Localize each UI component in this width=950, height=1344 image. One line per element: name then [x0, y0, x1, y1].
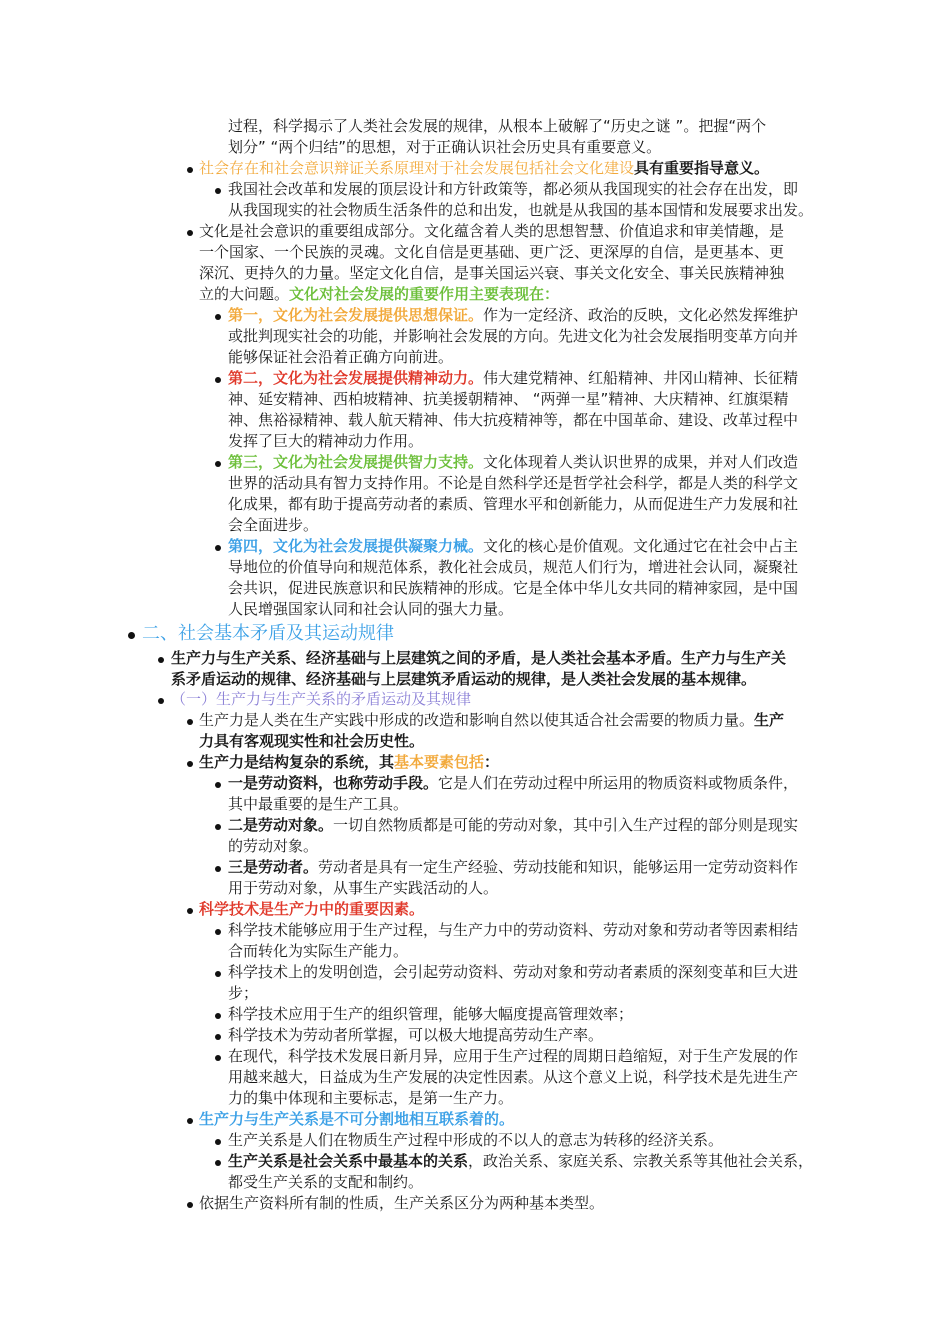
- text-line: 过程，科学揭示了人类社会发展的规律，从根本上破解了“历史之谜 ”。把握“两个: [228, 117, 767, 135]
- bullet-dot: [187, 761, 193, 767]
- plain-text: 立的大问题。: [199, 285, 290, 303]
- text-line: 神、焦裕禄精神、载人航天精神、伟大抗疫精神等，都在中国革命、建设、改革过程中: [228, 411, 799, 429]
- bold-text: 生产: [754, 711, 785, 729]
- text-line: 力具有客观现实性和社会历史性。: [199, 732, 425, 750]
- list-item-text: [199, 710, 784, 731]
- list-item-text: 生产力与生产关系是不可分割地相互联系着的。: [199, 1110, 515, 1128]
- list-item-text: [228, 815, 798, 836]
- text-line: 系矛盾运动的规律、经济基础与上层建筑矛盾运动的规律，是人类社会发展的基本规律。: [171, 670, 757, 688]
- text-line: 合而转化为实际生产能力。: [228, 942, 409, 960]
- plain-text: 作为一定经济、政治的反映，文化必然发挥维护: [483, 306, 799, 324]
- plain-text: 文化体现着人类认识世界的成果，并对人们改造: [483, 453, 799, 471]
- bullet-dot: [128, 632, 135, 639]
- bullet-dot: [215, 1139, 221, 1145]
- bullet-dot: [215, 1013, 221, 1019]
- list-item-text: 在现代，科学技术发展日新月异，应用于生产过程的周期日趋缩短，对于生产发展的作: [228, 1047, 799, 1065]
- bold-text: 生产力是结构复杂的系统，其: [199, 753, 395, 771]
- bullet-dot: [187, 230, 193, 236]
- highlight-text: 第二，文化为社会发展提供精神动力。: [228, 369, 484, 387]
- list-item-text: [228, 368, 798, 389]
- text-line: 用于劳动对象，从事生产实践活动的人。: [228, 879, 499, 897]
- bullet-dot: [215, 1160, 221, 1166]
- highlight-text: 基本要素包括: [394, 753, 485, 771]
- list-item-text: 文化是社会意识的重要组成部分。文化蕴含着人类的思想智慧、价值追求和审美情趣，是: [199, 222, 785, 240]
- list-item-text: 科学技术是生产力中的重要因素。: [199, 900, 425, 918]
- list-item-text: [228, 452, 798, 473]
- bullet-dot: [215, 314, 221, 320]
- section-heading: 二、社会基本矛盾及其运动规律: [142, 623, 394, 644]
- highlight-text: 第三，文化为社会发展提供智力支持。: [228, 453, 484, 471]
- bold-text: 生产关系是社会关系中最基本的关系: [228, 1152, 469, 1170]
- bullet-dot: [215, 188, 221, 194]
- plain-text: ，政治关系、家庭关系、宗教关系等其他社会关系，: [468, 1152, 814, 1170]
- bold-text: ：: [484, 753, 500, 771]
- text-line: 发挥了巨大的精神动力作用。: [228, 432, 424, 450]
- bullet-dot: [215, 545, 221, 551]
- text-line: 人民增强国家认同和社会认同的强大力量。: [228, 600, 514, 618]
- text-line: 会共识，促进民族意识和民族精神的形成。它是全体中华儿女共同的精神家园，是中国: [228, 579, 799, 597]
- text-line: 深沉、更持久的力量。坚定文化自信，是事关国运兴衰、事关文化安全、事关民族精神独: [199, 264, 785, 282]
- bullet-dot: [215, 866, 221, 872]
- list-item-text: 科学技术应用于生产的组织管理，能够大幅度提高管理效率；: [228, 1005, 634, 1023]
- bullet-dot: [215, 377, 221, 383]
- bullet-dot: [215, 824, 221, 830]
- text-line: 导地位的价值导向和规范体系，教化社会成员，规范人们行为，增进社会认同，凝聚社: [228, 558, 799, 576]
- text-line: 神、延安精神、西柏坡精神、抗美援朝精神、 “两弹一星”精神、大庆精神、红旗渠精: [228, 390, 789, 408]
- text-line: 的劳动对象。: [228, 837, 319, 855]
- bullet-dot: [187, 908, 193, 914]
- bullet-dot: [187, 1118, 193, 1124]
- list-item-text: [199, 752, 499, 773]
- bold-text: 一是劳动资料，也称劳动手段。: [228, 774, 439, 792]
- text-line: 划分” “两个归结”的思想，对于正确认识社会历史具有重要意义。: [228, 138, 662, 156]
- text-line: 都受生产关系的支配和制约。: [228, 1173, 424, 1191]
- subsection-heading: （一）生产力与生产关系的矛盾运动及其规律: [171, 690, 472, 708]
- text-line: 从我国现实的社会物质生活条件的总和出发，也就是从我国的基本国情和发展要求出发。: [228, 201, 814, 219]
- text-line: 或批判现实社会的功能，并影响社会发展的方向。先进文化为社会发展指明变革方向并: [228, 327, 799, 345]
- list-item-text: 依据生产资料所有制的性质，生产关系区分为两种基本类型。: [199, 1194, 605, 1212]
- bullet-dot: [158, 657, 164, 663]
- text-line: 能够保证社会沿着正确方向前进。: [228, 348, 454, 366]
- bold-text: 三是劳动者。: [228, 858, 319, 876]
- list-item-text: [228, 305, 798, 326]
- text-line: [199, 284, 559, 305]
- bullet-dot: [187, 167, 193, 173]
- plain-text: 一切自然物质都是可能的劳动对象，其中引入生产过程的部分则是现实: [333, 816, 799, 834]
- list-item-text: 我国社会改革和发展的顶层设计和方针政策等，都必须从我国现实的社会存在出发，即: [228, 180, 799, 198]
- list-item-text: [228, 536, 798, 557]
- highlight-text: 社会存在和社会意识辩证关系原理对于社会发展包括社会文化建设: [199, 159, 635, 177]
- bullet-dot: [215, 971, 221, 977]
- bullet-dot: [215, 461, 221, 467]
- list-item-text: 生产力与生产关系、经济基础与上层建筑之间的矛盾，是人类社会基本矛盾。生产力与生产关: [171, 649, 787, 667]
- plain-text: 文化的核心是价值观。文化通过它在社会中占主: [483, 537, 799, 555]
- bullet-dot: [215, 1034, 221, 1040]
- bold-text: 具有重要指导意义。: [634, 159, 770, 177]
- text-line: 步；: [228, 984, 259, 1002]
- list-item-text: [228, 773, 798, 794]
- text-line: 其中最重要的是生产工具。: [228, 795, 409, 813]
- highlight-text: 第四，文化为社会发展提供凝聚力械。: [228, 537, 484, 555]
- bullet-dot: [215, 1055, 221, 1061]
- highlight-text: 第一，文化为社会发展提供思想保证。: [228, 306, 484, 324]
- bullet-dot: [215, 782, 221, 788]
- plain-text: 生产力是人类在生产实践中形成的改造和影响自然以使其适合社会需要的物质力量。: [199, 711, 755, 729]
- list-item-text: 科学技术上的发明创造，会引起劳动资料、劳动对象和劳动者素质的深刻变革和巨大进: [228, 963, 799, 981]
- bold-text: 二是劳动对象。: [228, 816, 334, 834]
- plain-text: 劳动者是具有一定生产经验、劳动技能和知识，能够运用一定劳动资料作: [318, 858, 799, 876]
- list-item-text: [228, 1151, 813, 1172]
- bullet-dot: [158, 698, 164, 704]
- text-line: 会全面进步。: [228, 516, 319, 534]
- highlight-text: 文化对社会发展的重要作用主要表现在：: [289, 285, 560, 303]
- list-item-text: 科学技术为劳动者所掌握，可以极大地提高劳动生产率。: [228, 1026, 604, 1044]
- list-item-text: [199, 158, 769, 179]
- bullet-dot: [215, 929, 221, 935]
- plain-text: 它是人们在劳动过程中所运用的物质资料或物质条件，: [438, 774, 799, 792]
- plain-text: 伟大建党精神、红船精神、井冈山精神、长征精: [483, 369, 799, 387]
- text-line: 世界的活动具有智力支持作用。不论是自然科学还是哲学社会科学，都是人类的科学文: [228, 474, 799, 492]
- text-line: 力的集中体现和主要标志，是第一生产力。: [228, 1089, 514, 1107]
- list-item-text: 生产关系是人们在物质生产过程中形成的不以人的意志为转移的经济关系。: [228, 1131, 724, 1149]
- text-line: 一个国家、一个民族的灵魂。文化自信是更基础、更广泛、更深厚的自信，是更基本、更: [199, 243, 785, 261]
- bullet-dot: [187, 1202, 193, 1208]
- list-item-text: 科学技术能够应用于生产过程，与生产力中的劳动资料、劳动对象和劳动者等因素相结: [228, 921, 799, 939]
- list-item-text: [228, 857, 798, 878]
- text-line: 用越来越大，日益成为生产发展的决定性因素。从这个意义上说，科学技术是先进生产: [228, 1068, 799, 1086]
- text-line: 化成果，都有助于提高劳动者的素质、管理水平和创新能力，从而促进生产力发展和社: [228, 495, 799, 513]
- bullet-dot: [187, 719, 193, 725]
